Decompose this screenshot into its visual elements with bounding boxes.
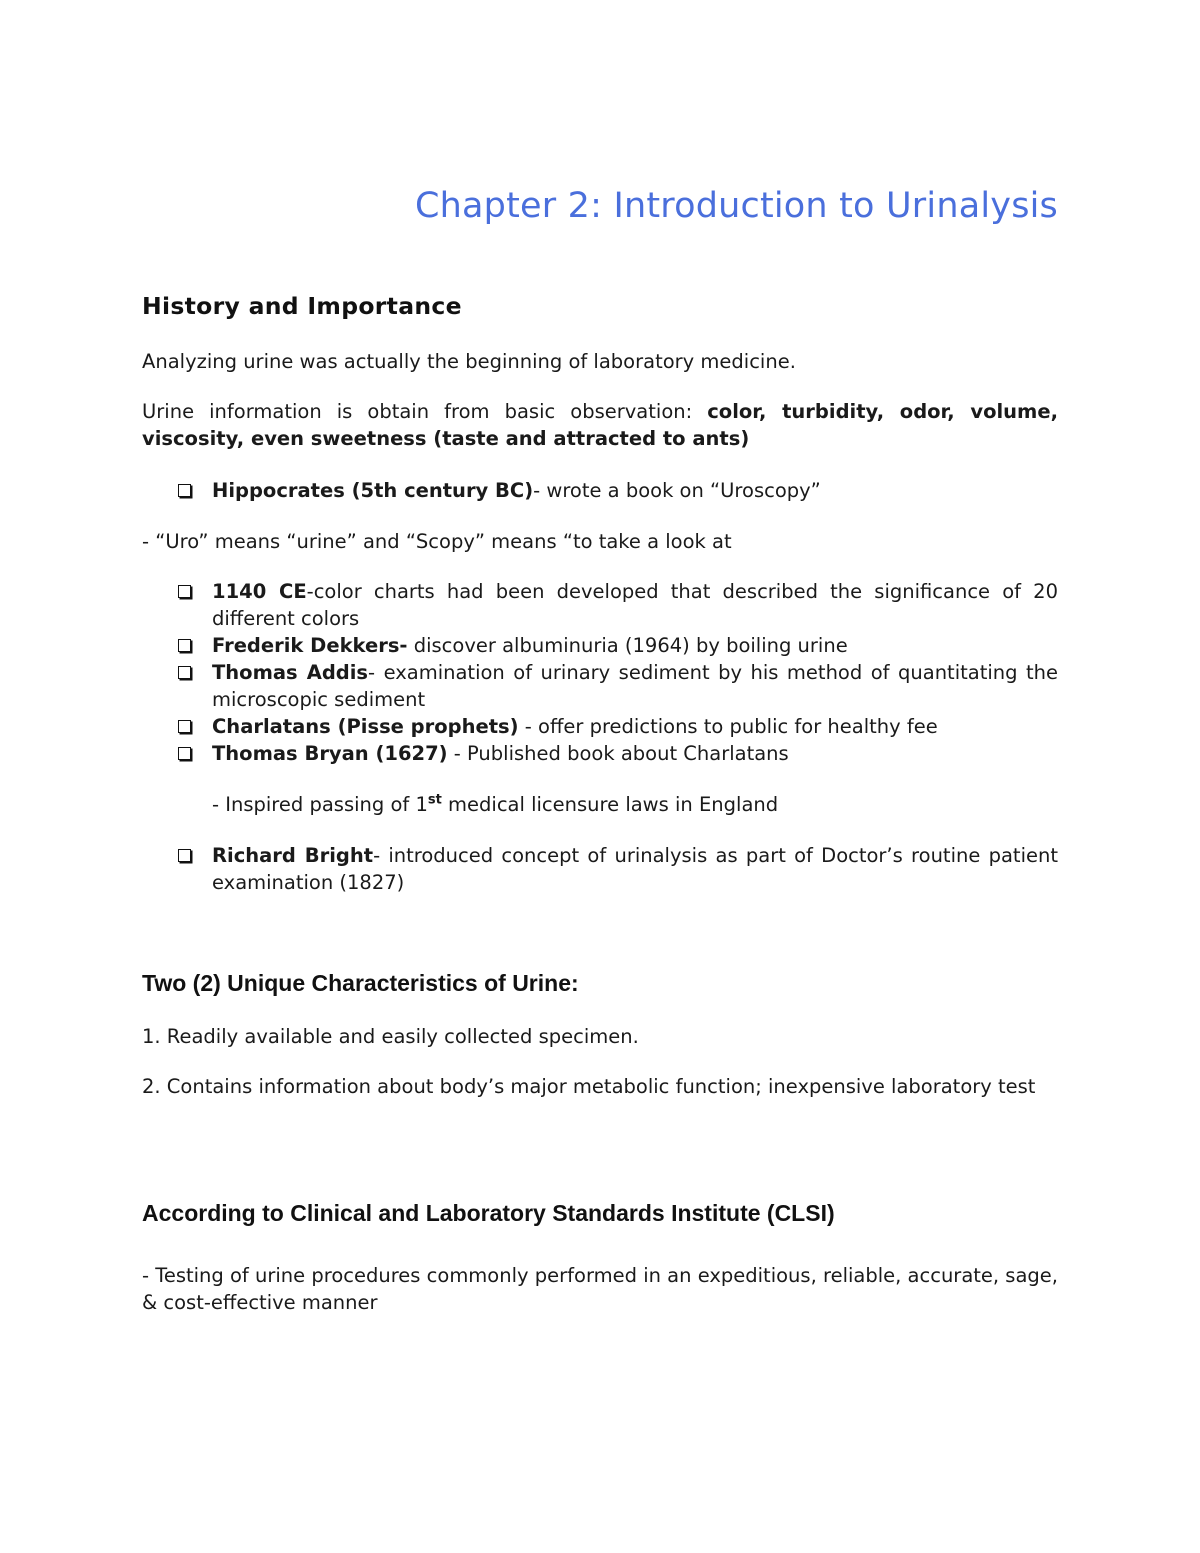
bullet-name: 1140 CE	[212, 580, 307, 603]
clsi-text: - Testing of urine procedures commonly performed in an expeditious, reliable, accurate, sage, & cost-effective manner	[142, 1264, 1058, 1314]
unique-point-2: 2. Contains information about body’s major metabolic function; inexpensive laboratory test	[142, 1075, 1036, 1098]
bullet-name: Charlatans (Pisse prophets)	[212, 715, 519, 738]
bullet-text: - examination of urinary sediment by his method of quantitating the microscopic sediment	[212, 661, 1058, 711]
observation-paragraph	[142, 398, 1058, 452]
bullet-name: Hippocrates (5th century BC)	[212, 479, 534, 502]
bullet-text: - Published book about Charlatans	[447, 742, 789, 765]
checkbox-bullet-icon	[178, 849, 191, 862]
bullet-name: Richard Bright	[212, 844, 374, 867]
bullet-name: Thomas Addis	[212, 661, 369, 684]
checkbox-bullet-icon	[178, 484, 191, 497]
bullet-name: Frederik Dekkers-	[212, 634, 408, 657]
chapter-title: Chapter 2: Introduction to Urinalysis	[415, 186, 1058, 226]
checkbox-bullet-icon	[178, 666, 191, 679]
bullet-charlatans	[178, 713, 1058, 740]
bullet-text: -color charts had been developed that described the significance of 20 different colors	[212, 580, 1058, 630]
checkbox-bullet-icon	[178, 720, 191, 733]
bullet-text: - introduced concept of urinalysis as part of Doctor’s routine patient examination (1827)	[212, 844, 1059, 894]
unique-point-1: 1. Readily available and easily collected specimen.	[142, 1025, 639, 1048]
history-intro: Analyzing urine was actually the beginning of laboratory medicine.	[142, 350, 796, 373]
history-heading: History and Importance	[142, 292, 462, 320]
bullet-name: Thomas Bryan (1627)	[212, 742, 448, 765]
checkbox-bullet-icon	[178, 747, 191, 760]
bullet-text: - offer predictions to public for healthy fee	[518, 715, 938, 738]
observation-lead: Urine information is obtain from basic observation:	[142, 400, 708, 423]
observation-list: color, turbidity, odor, volume, viscosity, even sweetness (taste and attracted to ants)	[142, 400, 1058, 450]
bullet-1140-ce	[178, 578, 1058, 632]
licensure-post: medical licensure laws in England	[441, 793, 779, 816]
licensure-note	[212, 791, 1058, 818]
unique-heading: Two (2) Unique Characteristics of Urine:	[142, 970, 579, 996]
uro-note: - “Uro” means “urine” and “Scopy” means “to take a look at	[142, 530, 732, 553]
bullet-text: - wrote a book on “Uroscopy”	[533, 479, 821, 502]
licensure-pre: - Inspired passing of 1	[212, 793, 428, 816]
bullet-dekkers	[178, 632, 1058, 659]
checkbox-bullet-icon	[178, 639, 191, 652]
bullet-addis	[178, 659, 1058, 713]
bullet-bryan	[178, 740, 1058, 767]
licensure-sup: st	[427, 792, 442, 808]
clsi-heading: According to Clinical and Laboratory Standards Institute (CLSI)	[142, 1200, 835, 1226]
bullet-hippocrates	[178, 477, 1058, 504]
checkbox-bullet-icon	[178, 585, 191, 598]
bullet-bright	[178, 842, 1058, 896]
bullet-text: discover albuminuria (1964) by boiling urine	[407, 634, 848, 657]
